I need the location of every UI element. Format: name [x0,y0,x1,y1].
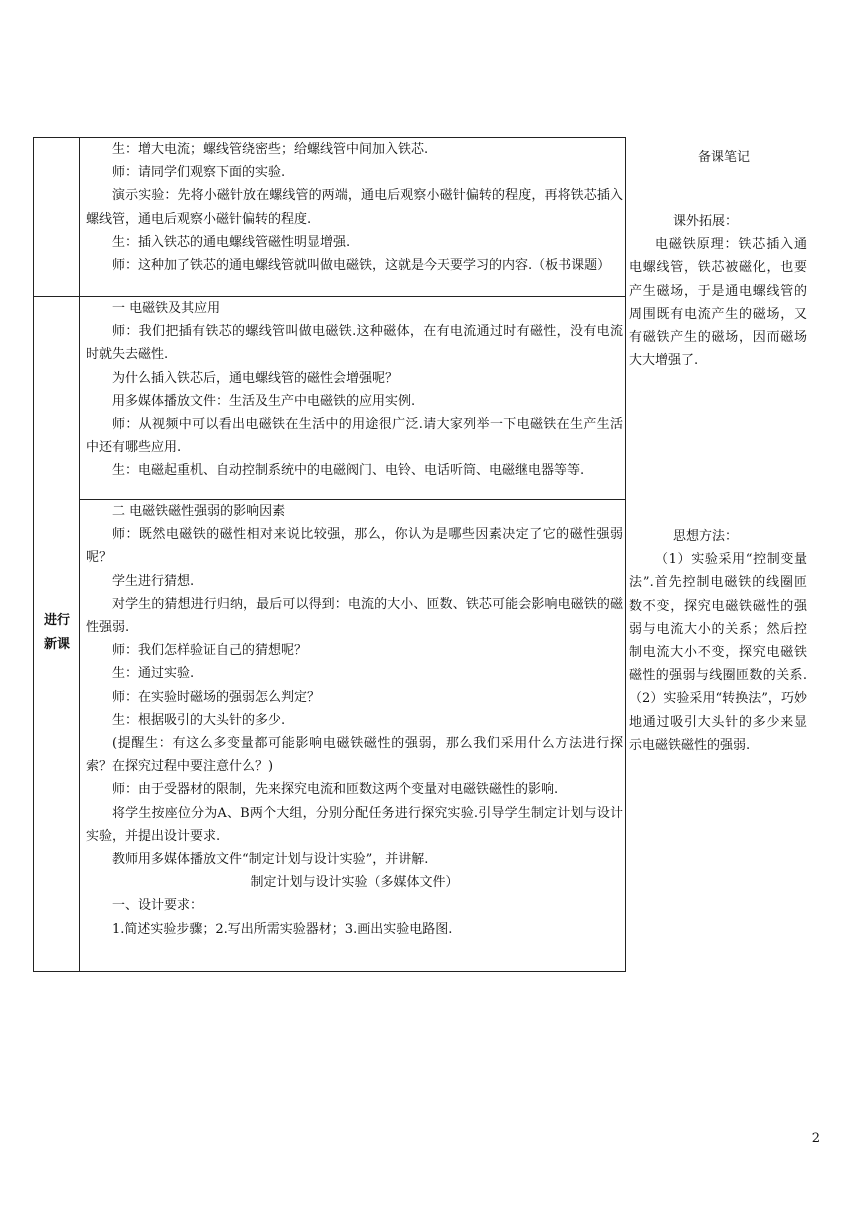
paragraph: 生：根据吸引的大头针的多少. [112,712,286,728]
extension-heading: 课外拓展： [673,214,739,229]
page-number: 2 [811,1131,820,1146]
paragraph: 生：插入铁芯的通电螺线管磁性明显增强. [112,234,351,250]
section-label-column [34,138,80,971]
section-label-line1: 进行 [43,613,70,628]
paragraph: 生：电磁起重机、自动控制系统中的电磁阀门、电铃、电话听筒、电磁继电器等等. [112,463,585,479]
paragraph: 师：由于受器材的限制，先来探究电流和匝数这两个变量对电磁铁磁性的影响. [112,782,559,798]
paragraph: 生：通过实验. [112,666,195,682]
content-cell-section-one [80,297,625,500]
method-heading: 思想方法： [673,529,739,544]
paragraph: 用多媒体播放文件：生活及生产中电磁铁的应用实例. [112,393,416,409]
extension-body: 电磁铁原理：铁芯插入通电螺线管，铁芯被磁化，也要产生磁场，于是通电螺线管的周围既有电流产生的磁场，又有磁铁产生的磁场，因而磁场大大增强了. [629,237,807,369]
method-note [629,525,807,757]
sidebar-title: 备课笔记 [697,150,750,165]
paragraph: 师：我们怎样验证自己的猜想呢？ [112,643,308,659]
paragraph: 教师用多媒体播放文件“制定计划与设计实验”，并讲解. [112,852,429,868]
paragraph: 对学生的猜想进行归纳，最后可以得到：电流的大小、匝数、铁芯可能会影响电磁铁的磁性强弱. [86,596,623,636]
paragraph: 学生进行猜想. [112,573,195,589]
section-heading: 一 电磁铁及其应用 [112,301,221,316]
content-cell-section-two [80,500,625,971]
paragraph: 为什么插入铁芯后，通电螺线管的磁性会增强呢？ [112,370,399,386]
paragraph: 师：这种加了铁芯的通电螺线管就叫做电磁铁，这就是今天要学习的内容.（板书课题） [112,258,611,274]
section-label [34,609,80,657]
method-body: （1）实验采用“控制变量法”.首先控制电磁铁的线圈匝数不变，探究电磁铁磁性的强弱与电流大小的关系；然后控制电流大小不变，探究电磁铁磁性的强弱与线圈匝数的关系.（2）实验采用“转换法”，巧妙地通过吸引大头针的多少来显示电磁铁磁性的强弱. [629,552,807,753]
paragraph: 1.简述实验步骤；2.写出所需实验器材；3.画出实验电路图. [112,921,453,937]
paragraph: 生：增大电流；螺线管绕密些；给螺线管中间加入铁芯. [112,142,429,157]
section-label-line2: 新课 [43,637,70,652]
section-heading: 二 电磁铁磁性强弱的影响因素 [112,504,286,519]
content-column [80,138,625,971]
paragraph: (提醒生：有这么多变量都可能影响电磁铁磁性的强弱，那么我们采用什么方法进行探索？在探究过程中要注意什么？) [86,736,623,775]
paragraph: 师：既然电磁铁的磁性相对来说比较强，那么，你认为是哪些因素决定了它的磁性强弱呢？ [86,527,623,566]
lesson-table [33,137,626,972]
content-cell-intro [80,138,625,297]
paragraph: 师：我们把插有铁芯的螺线管叫做电磁铁.这种磁体，在有电流通过时有磁性，没有电流时就失去磁性. [86,324,623,363]
paragraph: 一、设计要求： [112,898,204,914]
paragraph: 师：从视频中可以看出电磁铁在生活中的用途很广泛.请大家列举一下电磁铁在生产生活中还有哪些应用. [86,417,623,456]
label-cell-upper [34,138,80,297]
paragraph: 师：请同学们观察下面的实验. [112,165,286,181]
paragraph: 将学生按座位分为A、B两个大组，分别分配任务进行探究实验.引导学生制定计划与设计实验，并提出设计要求. [86,805,623,844]
centered-title: 制定计划与设计实验（多媒体文件） [250,875,459,891]
paragraph: 师：在实验时磁场的强弱怎么判定？ [112,689,321,705]
paragraph: 演示实验：先将小磁针放在螺线管的两端，通电后观察小磁针偏转的程度，再将铁芯插入螺线管，通电后观察小磁针偏转的程度. [86,188,623,227]
extension-note [629,210,807,372]
